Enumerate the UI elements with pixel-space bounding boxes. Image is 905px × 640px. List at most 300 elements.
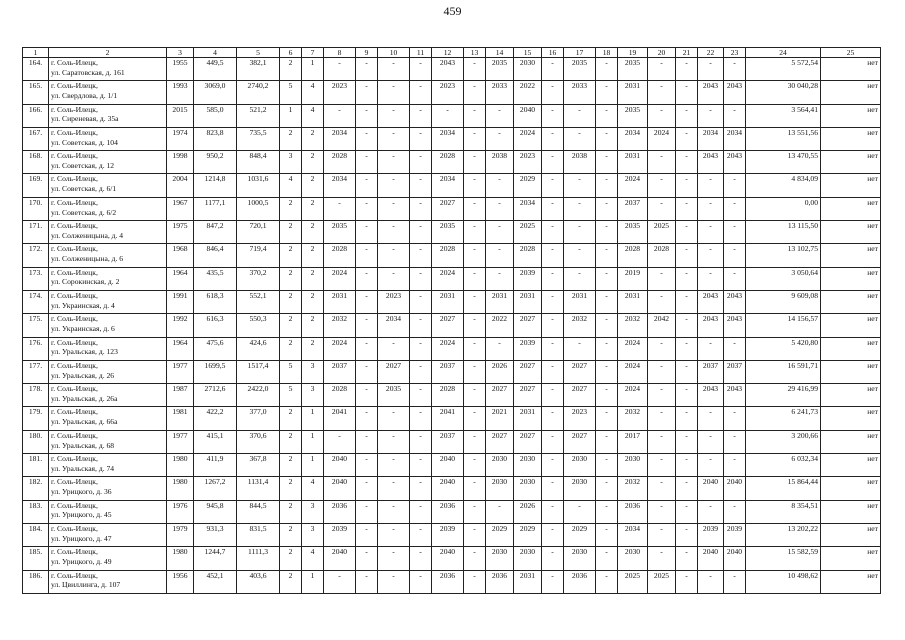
table-cell: - [648, 430, 676, 453]
address-city: г. Соль-Илецк, [51, 500, 98, 510]
table-cell: - [410, 337, 432, 360]
table-cell: 2022 [486, 314, 514, 337]
address-city: г. Соль-Илецк, [51, 244, 98, 254]
table-cell: 2032 [324, 314, 356, 337]
address-cell [49, 407, 167, 430]
table-cell: - [596, 407, 618, 430]
table-cell: - [356, 500, 378, 523]
table-cell: 2040 [698, 477, 724, 500]
address-street: ул. Украинская, д. 6 [51, 324, 115, 334]
table-cell: 2024 [618, 337, 648, 360]
table-cell: - [648, 151, 676, 174]
table-cell: 2 [280, 570, 302, 593]
table-cell: - [698, 174, 724, 197]
table-cell: 2027 [564, 384, 596, 407]
table-cell: 2024 [618, 360, 648, 383]
table-cell: - [464, 384, 486, 407]
table-cell: 2031 [486, 290, 514, 313]
address-cell [49, 127, 167, 150]
table-cell: нет [821, 547, 881, 570]
column-header: 24 [746, 48, 821, 58]
table-row [23, 500, 881, 523]
table-cell: 8 354,51 [746, 500, 821, 523]
table-cell: 2037 [724, 360, 746, 383]
table-cell: 370,6 [237, 430, 280, 453]
table-cell: 2 [280, 337, 302, 360]
table-cell: 2039 [324, 523, 356, 546]
column-header: 2 [49, 48, 167, 58]
table-cell: 13 102,75 [746, 244, 821, 267]
address-cell [49, 454, 167, 477]
table-cell: - [542, 58, 564, 81]
row-number: 179. [23, 407, 49, 430]
table-cell: 2041 [432, 407, 464, 430]
table-cell: 2 [280, 477, 302, 500]
table-cell: - [542, 290, 564, 313]
table-cell: - [676, 407, 698, 430]
address-city: г. Соль-Илецк, [51, 81, 98, 91]
table-cell: 823,8 [194, 127, 237, 150]
table-cell: 2 [280, 500, 302, 523]
table-cell: - [464, 290, 486, 313]
table-cell: - [542, 221, 564, 244]
table-cell: - [410, 547, 432, 570]
address-cell [49, 58, 167, 81]
table-cell: 2034 [514, 197, 542, 220]
table-cell: 2023 [432, 81, 464, 104]
table-cell: 720,1 [237, 221, 280, 244]
table-cell: - [486, 244, 514, 267]
table-cell: - [410, 360, 432, 383]
table-cell: - [596, 267, 618, 290]
table-cell: 14 156,57 [746, 314, 821, 337]
table-cell: - [464, 570, 486, 593]
address-city: г. Соль-Илецк, [51, 454, 98, 464]
table-cell: - [464, 337, 486, 360]
column-header: 17 [564, 48, 596, 58]
table-cell: 2037 [324, 360, 356, 383]
table-cell: - [378, 151, 410, 174]
table-cell: 2030 [486, 454, 514, 477]
table-cell: 2031 [618, 290, 648, 313]
table-cell: - [596, 314, 618, 337]
table-cell: - [596, 547, 618, 570]
table-cell: - [724, 174, 746, 197]
address-city: г. Соль-Илецк, [51, 570, 98, 580]
table-cell: 1998 [167, 151, 194, 174]
address-city: г. Соль-Илецк, [51, 384, 98, 394]
row-number: 186. [23, 570, 49, 593]
table-cell: - [378, 547, 410, 570]
table-cell: 2 [302, 151, 324, 174]
address-city: г. Соль-Илецк, [51, 337, 98, 347]
table-cell: 2027 [514, 360, 542, 383]
address-city: г. Соль-Илецк, [51, 267, 98, 277]
table-cell: 415,1 [194, 430, 237, 453]
address-city: г. Соль-Илецк, [51, 104, 98, 114]
table-cell: - [676, 104, 698, 127]
table-cell: 15 864,44 [746, 477, 821, 500]
table-cell: - [324, 197, 356, 220]
table-cell: 2023 [324, 81, 356, 104]
table-cell: 452,1 [194, 570, 237, 593]
column-header: 18 [596, 48, 618, 58]
table-cell: - [410, 500, 432, 523]
table-cell: - [378, 407, 410, 430]
table-cell: - [698, 244, 724, 267]
table-cell: 13 202,22 [746, 523, 821, 546]
table-cell: - [648, 174, 676, 197]
table-cell: - [542, 314, 564, 337]
table-cell: 945,8 [194, 500, 237, 523]
table-cell: 2034 [618, 127, 648, 150]
table-cell: - [596, 290, 618, 313]
table-cell: - [378, 81, 410, 104]
table-cell: - [356, 570, 378, 593]
table-cell: 2422,0 [237, 384, 280, 407]
column-header: 8 [324, 48, 356, 58]
table-cell: 1177,1 [194, 197, 237, 220]
table-cell: 735,5 [237, 127, 280, 150]
table-cell: 2036 [324, 500, 356, 523]
table-cell: - [676, 267, 698, 290]
table-cell: 2034 [432, 174, 464, 197]
table-cell: - [464, 430, 486, 453]
table-cell: - [542, 547, 564, 570]
table-cell: - [356, 267, 378, 290]
table-cell: 2024 [432, 267, 464, 290]
table-cell: - [596, 174, 618, 197]
table-cell: 1955 [167, 58, 194, 81]
table-cell: - [542, 81, 564, 104]
address-city: г. Соль-Илецк, [51, 547, 98, 557]
table-cell: 2 [280, 244, 302, 267]
table-cell: 2041 [324, 407, 356, 430]
address-city: г. Соль-Илецк, [51, 430, 98, 440]
table-cell: 1031,6 [237, 174, 280, 197]
table-cell: - [378, 174, 410, 197]
column-header: 15 [514, 48, 542, 58]
table-cell: нет [821, 244, 881, 267]
table-cell: - [410, 267, 432, 290]
table-row [23, 197, 881, 220]
row-number: 172. [23, 244, 49, 267]
address-city: г. Соль-Илецк, [51, 407, 98, 417]
table-cell: нет [821, 360, 881, 383]
table-cell: - [378, 430, 410, 453]
table-cell: 2029 [514, 523, 542, 546]
table-cell: 1244,7 [194, 547, 237, 570]
address-cell [49, 104, 167, 127]
table-cell: 2712,6 [194, 384, 237, 407]
table-cell: - [464, 547, 486, 570]
table-body [23, 58, 881, 594]
table-cell: - [596, 197, 618, 220]
address-city: г. Соль-Илецк, [51, 290, 98, 300]
table-cell: 2 [280, 221, 302, 244]
table-cell: 0,00 [746, 197, 821, 220]
table-cell: 2 [302, 174, 324, 197]
column-header: 14 [486, 48, 514, 58]
table-cell: 2035 [486, 58, 514, 81]
address-cell [49, 570, 167, 593]
address-city: г. Соль-Илецк, [51, 360, 98, 370]
table-cell: - [648, 454, 676, 477]
table-cell: 2034 [324, 127, 356, 150]
table-cell: 2031 [618, 151, 648, 174]
table-cell: 30 040,28 [746, 81, 821, 104]
table-row [23, 244, 881, 267]
table-cell: 1 [302, 58, 324, 81]
table-cell: 3 050,64 [746, 267, 821, 290]
table-cell: 2 [302, 221, 324, 244]
table-cell: 2043 [698, 81, 724, 104]
row-number: 170. [23, 197, 49, 220]
table-cell: - [596, 221, 618, 244]
table-cell: 2032 [564, 314, 596, 337]
table-cell: 1967 [167, 197, 194, 220]
address-city: г. Соль-Илецк, [51, 477, 98, 487]
table-cell: - [676, 197, 698, 220]
table-cell: - [486, 104, 514, 127]
table-cell: - [596, 151, 618, 174]
address-street: ул. Свердлова, д. 1/1 [51, 91, 118, 101]
table-cell: 2 [280, 58, 302, 81]
table-cell: 1 [280, 104, 302, 127]
table-cell: - [378, 477, 410, 500]
table-cell: - [724, 58, 746, 81]
address-cell [49, 500, 167, 523]
table-cell: 4 [280, 174, 302, 197]
table-cell: 2039 [698, 523, 724, 546]
table-row [23, 570, 881, 593]
table-cell: - [648, 477, 676, 500]
table-cell: - [564, 104, 596, 127]
address-city: г. Соль-Илецк, [51, 523, 98, 533]
table-cell: 422,2 [194, 407, 237, 430]
table-cell: - [676, 221, 698, 244]
table-cell: 4 [302, 104, 324, 127]
table-cell: - [378, 570, 410, 593]
table-cell: - [724, 104, 746, 127]
table-cell: 2 [280, 127, 302, 150]
table-cell: 2031 [564, 290, 596, 313]
table-cell: - [698, 407, 724, 430]
table-cell: - [676, 58, 698, 81]
table-cell: - [648, 290, 676, 313]
table-cell: 2032 [618, 314, 648, 337]
table-cell: - [410, 290, 432, 313]
table-cell: - [486, 267, 514, 290]
table-cell: 844,5 [237, 500, 280, 523]
table-cell: - [648, 197, 676, 220]
column-header: 19 [618, 48, 648, 58]
table-cell: - [676, 81, 698, 104]
table-cell: нет [821, 407, 881, 430]
table-cell: - [724, 197, 746, 220]
table-cell: - [356, 197, 378, 220]
table-cell: - [356, 151, 378, 174]
table-cell: - [596, 127, 618, 150]
table-cell: 2027 [486, 384, 514, 407]
table-cell: 1214,8 [194, 174, 237, 197]
table-cell: - [676, 337, 698, 360]
table-cell: - [410, 151, 432, 174]
table-row [23, 81, 881, 104]
table-cell: 10 498,62 [746, 570, 821, 593]
table-cell: 2031 [324, 290, 356, 313]
table-cell: - [356, 104, 378, 127]
table-cell: 2043 [698, 314, 724, 337]
table-cell: - [410, 81, 432, 104]
table-cell: 2034 [432, 127, 464, 150]
address-street: ул. Уральская, д. 26 [51, 370, 115, 380]
column-header: 6 [280, 48, 302, 58]
table-cell: 2032 [618, 407, 648, 430]
table-cell: 435,5 [194, 267, 237, 290]
page-number: 459 [443, 4, 462, 18]
table-cell: - [564, 127, 596, 150]
table-cell: - [410, 197, 432, 220]
table-cell: - [410, 127, 432, 150]
table-cell: 2034 [378, 314, 410, 337]
table-cell: 1956 [167, 570, 194, 593]
table-row [23, 104, 881, 127]
table-cell: 2026 [486, 360, 514, 383]
table-cell: 2036 [486, 570, 514, 593]
table-cell: 2043 [724, 314, 746, 337]
table-cell: 382,1 [237, 58, 280, 81]
table-cell: 1111,3 [237, 547, 280, 570]
table-cell: - [596, 81, 618, 104]
table-cell: 2036 [432, 570, 464, 593]
address-city: г. Соль-Илецк, [51, 197, 98, 207]
table-cell: 2034 [698, 127, 724, 150]
table-cell: - [596, 360, 618, 383]
table-cell: 4 [302, 547, 324, 570]
address-cell [49, 523, 167, 546]
column-header: 5 [237, 48, 280, 58]
table-cell: 1980 [167, 454, 194, 477]
table-cell: 2 [302, 127, 324, 150]
table-cell: - [676, 454, 698, 477]
table-cell: 2 [302, 197, 324, 220]
table-cell: 13 551,56 [746, 127, 821, 150]
table-cell: 2028 [324, 244, 356, 267]
table-cell: - [676, 127, 698, 150]
table-cell: - [698, 197, 724, 220]
table-cell: нет [821, 477, 881, 500]
table-cell: - [410, 523, 432, 546]
table-cell: 1267,2 [194, 477, 237, 500]
table-cell: - [698, 58, 724, 81]
table-cell: нет [821, 430, 881, 453]
table-cell: нет [821, 197, 881, 220]
table-cell: 2 [280, 407, 302, 430]
table-cell: 2043 [698, 151, 724, 174]
table-cell: - [676, 290, 698, 313]
table-cell: 2039 [432, 523, 464, 546]
table-cell: 2030 [564, 454, 596, 477]
table-cell: - [564, 174, 596, 197]
table-cell: 2 [302, 267, 324, 290]
table-cell: 3 [302, 500, 324, 523]
column-header: 13 [464, 48, 486, 58]
table-cell: - [724, 454, 746, 477]
table-cell: 2036 [618, 500, 648, 523]
table-cell: 2026 [514, 500, 542, 523]
table-cell: 2039 [724, 523, 746, 546]
table-cell: - [356, 81, 378, 104]
table-cell: - [676, 430, 698, 453]
address-cell [49, 360, 167, 383]
row-number: 181. [23, 454, 49, 477]
table-cell: - [356, 337, 378, 360]
table-row [23, 221, 881, 244]
table-cell: 2037 [698, 360, 724, 383]
table-cell: 2027 [486, 430, 514, 453]
table-cell: - [464, 523, 486, 546]
table-cell: - [410, 221, 432, 244]
table-cell: - [648, 58, 676, 81]
table-row [23, 151, 881, 174]
table-cell: 3 [280, 151, 302, 174]
address-cell [49, 244, 167, 267]
table-cell: - [486, 337, 514, 360]
address-cell [49, 384, 167, 407]
table-cell: 475,6 [194, 337, 237, 360]
table-cell: 2023 [564, 407, 596, 430]
table-cell: 2028 [324, 384, 356, 407]
column-header: 4 [194, 48, 237, 58]
table-cell: 2043 [698, 384, 724, 407]
address-cell [49, 477, 167, 500]
address-cell [49, 337, 167, 360]
table-cell: - [356, 290, 378, 313]
table-cell: - [378, 58, 410, 81]
table-cell: - [378, 454, 410, 477]
table-cell: 2 [302, 314, 324, 337]
table-row [23, 430, 881, 453]
table-row [23, 547, 881, 570]
table-cell: нет [821, 337, 881, 360]
address-street: ул. Уральская, д. 68 [51, 440, 115, 450]
table-cell: 1000,5 [237, 197, 280, 220]
table-cell: 2028 [648, 244, 676, 267]
table-cell: 2019 [618, 267, 648, 290]
table-cell: - [676, 314, 698, 337]
address-cell [49, 221, 167, 244]
table-cell: - [378, 104, 410, 127]
address-cell [49, 290, 167, 313]
table-cell: 4 [302, 81, 324, 104]
table-cell: - [542, 384, 564, 407]
table-cell: 2035 [618, 58, 648, 81]
table-cell: 2035 [564, 58, 596, 81]
address-cell [49, 430, 167, 453]
row-number: 169. [23, 174, 49, 197]
row-number: 166. [23, 104, 49, 127]
table-cell: 2 [280, 454, 302, 477]
table-cell: - [676, 477, 698, 500]
table-cell: 2023 [378, 290, 410, 313]
table-cell: 370,2 [237, 267, 280, 290]
table-cell: 2023 [514, 151, 542, 174]
address-street: ул. Сиреневая, д. 35а [51, 114, 119, 124]
table-cell: - [596, 454, 618, 477]
table-cell: нет [821, 174, 881, 197]
table-cell: 1964 [167, 337, 194, 360]
